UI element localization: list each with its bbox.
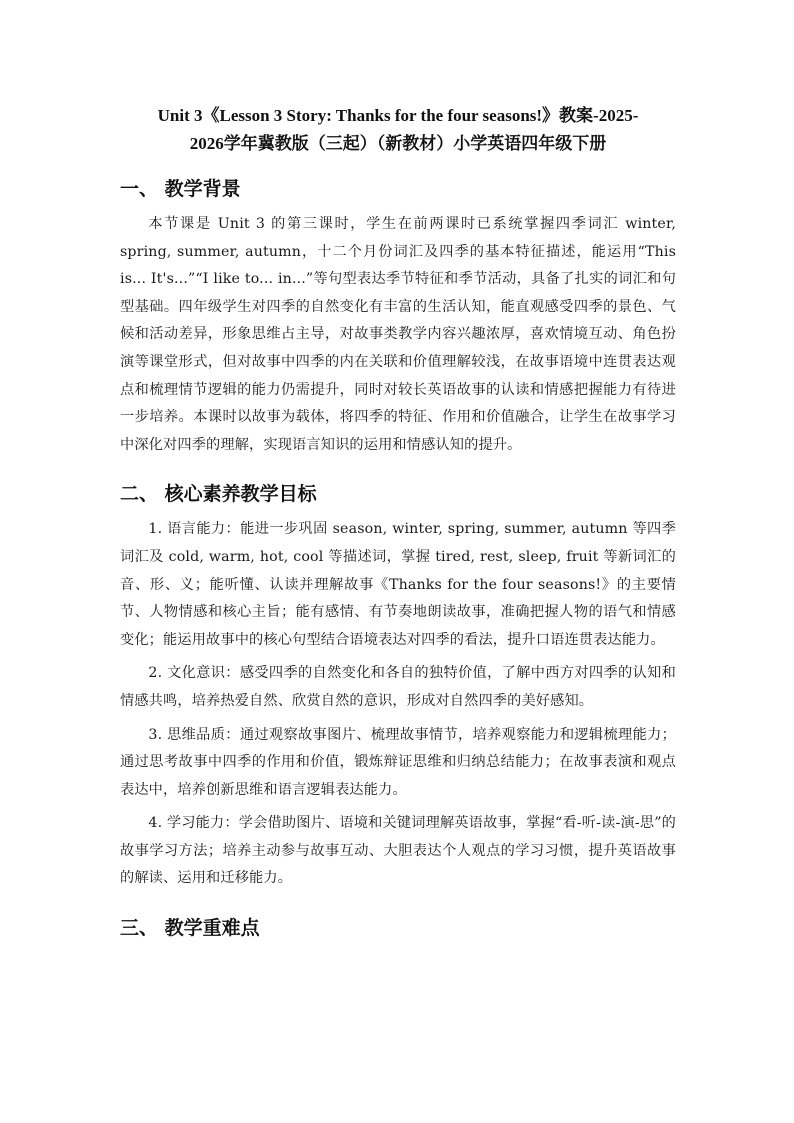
- section-heading: 二、 核心素养教学目标: [120, 483, 317, 506]
- paragraph-cultural-awareness: 2. 文化意识：感受四季的自然变化和各自的独特价值，了解中西方对四季的认知和情感共鸣，培养热爱自然、欣赏自然的意识，形成对自然四季的美好感知。: [120, 665, 676, 709]
- document-title-line-1: Unit 3《Lesson 3 Story: Thanks for the four seasons!》教案-2025-: [157, 106, 639, 125]
- paragraph: 本节课是 Unit 3 的第三课时，学生在前两课时已系统掌握四季词汇 winter, spring, summer, autumn，十二个月份词汇及四季的基本特征描述，能运用“This is... It's...”“I like to... in...”等句型表达季节特征和季节活动，具备了扎实的词汇和句型基础。四年级学生对四季的自然变化有丰富的生活认知，能直观感受四季的景色、气候和活动差异，形象思维占主导，对故事类教学内容兴趣浓厚，喜欢情境互动、角色扮演等课堂形式，但对故事中四季的内在关联和价值理解较浅，在故事语境中连贯表达观点和梳理情节逻辑的能力仍需提升，同时对较长英语故事的认读和情感把握能力有待进一步培养。本课时以故事为载体，将四季的特征、作用和价值融合，让学生在故事学习中深化对四季的理解，实现语言知识的运用和情感认知的提升。: [120, 216, 676, 453]
- section-heading: 三、 教学重难点: [120, 917, 260, 940]
- section-core-literacy-objectives: [120, 481, 676, 893]
- paragraph-thinking-quality: 3. 思维品质：通过观察故事图片、梳理故事情节，培养观察能力和逻辑梳理能力；通过思考故事中四季的作用和价值，锻炼辩证思维和归纳总结能力；在故事表演和观点表达中，培养创新思维和语言逻辑表达能力。: [120, 726, 676, 798]
- document-title: [120, 102, 676, 158]
- section-heading: 一、 教学背景: [120, 178, 241, 200]
- paragraph-language-ability: 1. 语言能力：能进一步巩固 season, winter, spring, summer, autumn 等四季词汇及 cold, warm, hot, cool 等描述词，掌握 tired, rest, sleep, fruit 等新词汇的音、形、义；能听懂、认读并理解故事《Thanks for the four seasons!》的主要情节、人物情感和核心主旨；能有感情、有节奏地朗读故事，准确把握人物的语气和情感变化；能运用故事中的核心句型结合语境表达对四季的看法，提升口语连贯表达能力。: [120, 521, 676, 648]
- section-teaching-background: [120, 176, 676, 459]
- document-title-line-2: 2026学年冀教版（三起）（新教材）小学英语四年级下册: [189, 134, 607, 153]
- paragraph-learning-ability: 4. 学习能力：学会借助图片、语境和关键词理解英语故事，掌握“看-听-读-演-思”的故事学习方法；培养主动参与故事互动、大胆表达个人观点的学习习惯，提升英语故事的解读、运用和迁移能力。: [120, 815, 676, 887]
- section-key-difficult-points: [120, 915, 676, 941]
